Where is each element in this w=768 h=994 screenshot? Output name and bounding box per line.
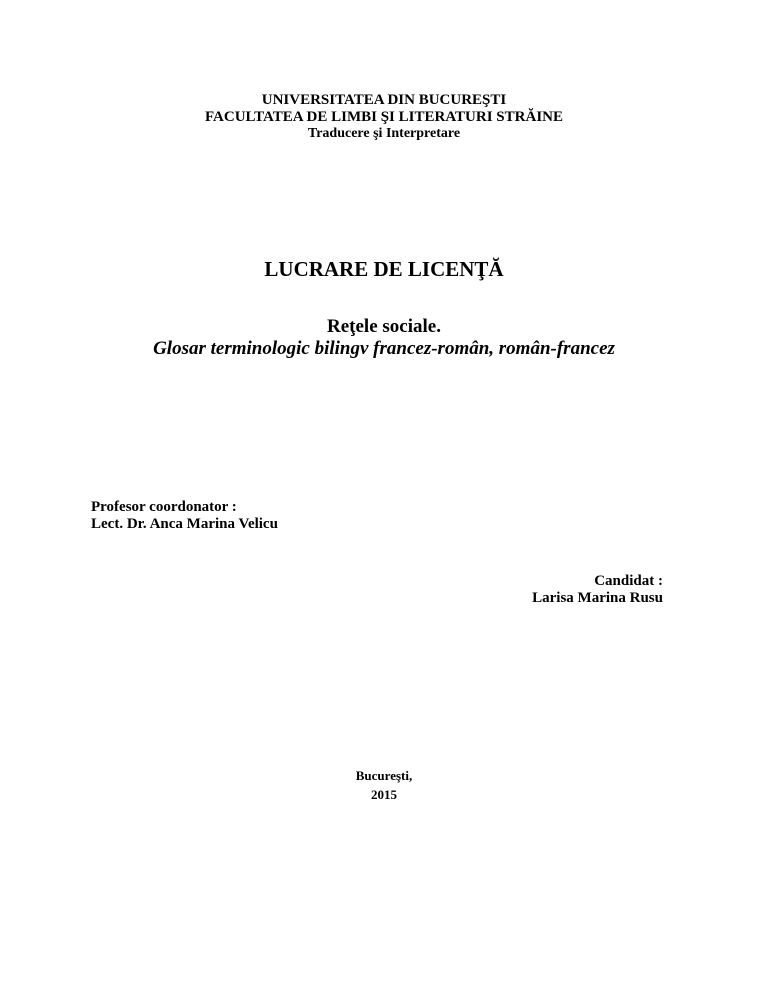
university-name: UNIVERSITATEA DIN BUCUREŞTI [261,92,507,108]
thesis-title: Reţele sociale. [327,316,441,337]
document-type-title: LUCRARE DE LICENŢĂ [264,257,504,281]
candidate-name: Larisa Marina Rusu [532,590,663,606]
publication-year: 2015 [371,787,397,802]
department-name: Traducere şi Interpretare [307,126,461,141]
thesis-subtitle: Glosar terminologic bilingv francez-român, român-francez [153,338,615,359]
coordinator-name: Lect. Dr. Anca Marina Velicu [91,516,278,532]
faculty-name: FACULTATEA DE LIMBI ŞI LITERATURI STRĂINE [204,109,563,125]
coordinator-label: Profesor coordonator : [91,499,237,515]
candidate-label: Candidat : [594,573,663,589]
city-name: Bucureşti, [355,768,413,783]
